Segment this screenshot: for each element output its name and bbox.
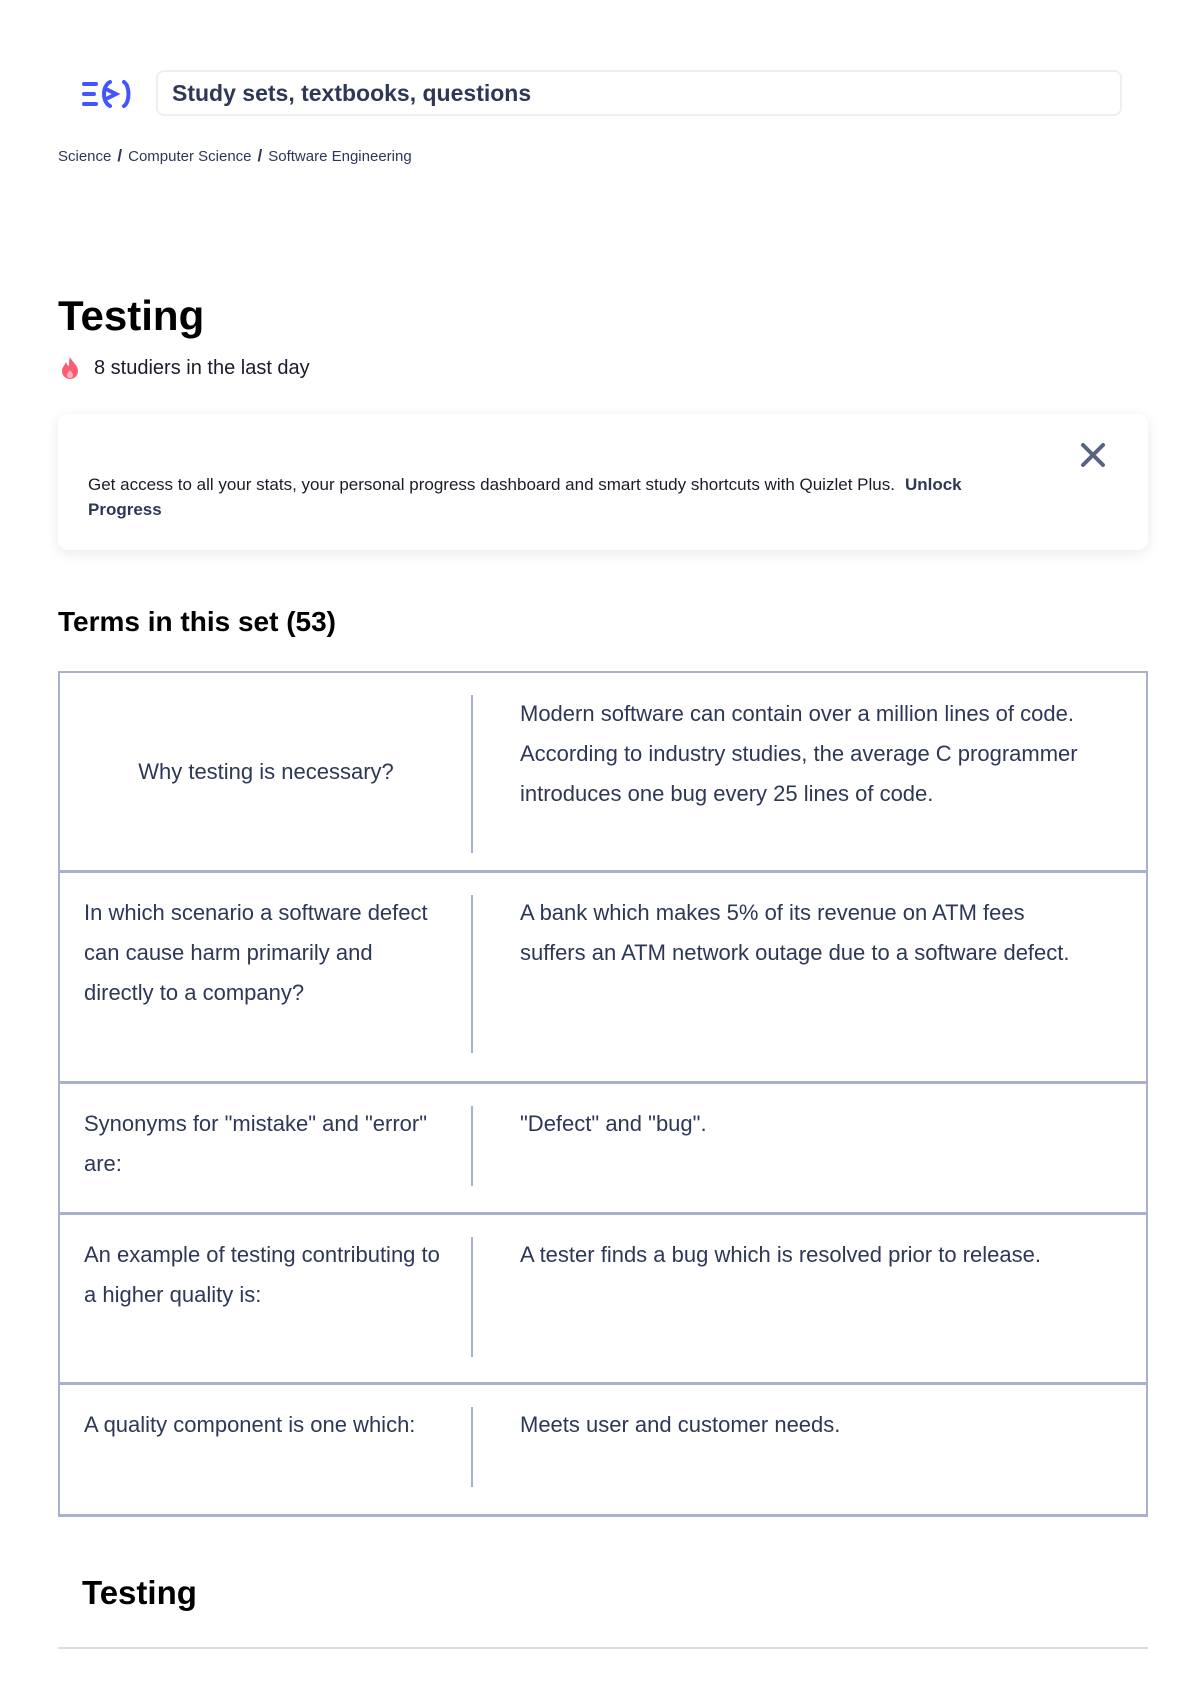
header [80, 70, 1126, 120]
row-divider [471, 1237, 473, 1357]
term-row[interactable] [60, 873, 1146, 1084]
term-text: In which scenario a software defect can cause harm primarily and directly to a company? [84, 900, 428, 1005]
breadcrumb-item-software-engineering[interactable]: Software Engineering [268, 147, 412, 165]
definition-text: "Defect" and "bug". [520, 1111, 707, 1136]
definition-text: A bank which makes 5% of its revenue on ATM fees suffers an ATM network outage due to a software defect. [520, 900, 1070, 965]
breadcrumb-item-science[interactable]: Science [58, 147, 112, 165]
footer-divider [58, 1647, 1148, 1649]
terms-heading: Terms in this set (53) [58, 606, 337, 637]
breadcrumb-separator-icon: / [117, 146, 123, 165]
definition-text: Meets user and customer needs. [520, 1412, 841, 1437]
term-text: A quality component is one which: [84, 1412, 416, 1437]
breadcrumb [58, 146, 412, 166]
row-divider [471, 695, 473, 853]
studiers-count [60, 356, 310, 380]
term-row[interactable] [60, 673, 1146, 873]
close-icon[interactable] [1078, 440, 1108, 470]
promo-banner [58, 414, 1148, 550]
definition-text: Modern software can contain over a million lines of code. According to industry studies, the average C programmer introduces one bug every 25 lines of code. [520, 701, 1078, 806]
term-row[interactable] [60, 1215, 1146, 1385]
studiers-text: 8 studiers in the last day [94, 356, 310, 379]
row-divider [471, 1407, 473, 1487]
breadcrumb-separator-icon: / [257, 146, 263, 165]
search-input[interactable]: Study sets, textbooks, questions [156, 70, 1122, 116]
quizlet-logo[interactable] [80, 76, 136, 112]
breadcrumb-item-computer-science[interactable]: Computer Science [128, 147, 252, 165]
row-divider [471, 1106, 473, 1186]
page-title: Testing [58, 292, 205, 339]
row-divider [471, 895, 473, 1053]
term-text: Why testing is necessary? [138, 758, 394, 784]
term-row[interactable] [60, 1385, 1146, 1517]
promo-message [88, 472, 968, 522]
terms-list [58, 671, 1148, 1517]
footer-set-title: Testing [82, 1574, 197, 1611]
term-text: Synonyms for "mistake" and "error" are: [84, 1111, 428, 1176]
flame-icon [60, 356, 80, 380]
definition-text: A tester finds a bug which is resolved prior to release. [520, 1242, 1041, 1267]
promo-text: Get access to all your stats, your personal progress dashboard and smart study shortcuts with Quizlet Plus. [88, 475, 895, 494]
term-text: An example of testing contributing to a higher quality is: [84, 1242, 440, 1307]
unlock-progress-link[interactable]: Unlock Progress [88, 475, 962, 519]
term-row[interactable] [60, 1084, 1146, 1215]
